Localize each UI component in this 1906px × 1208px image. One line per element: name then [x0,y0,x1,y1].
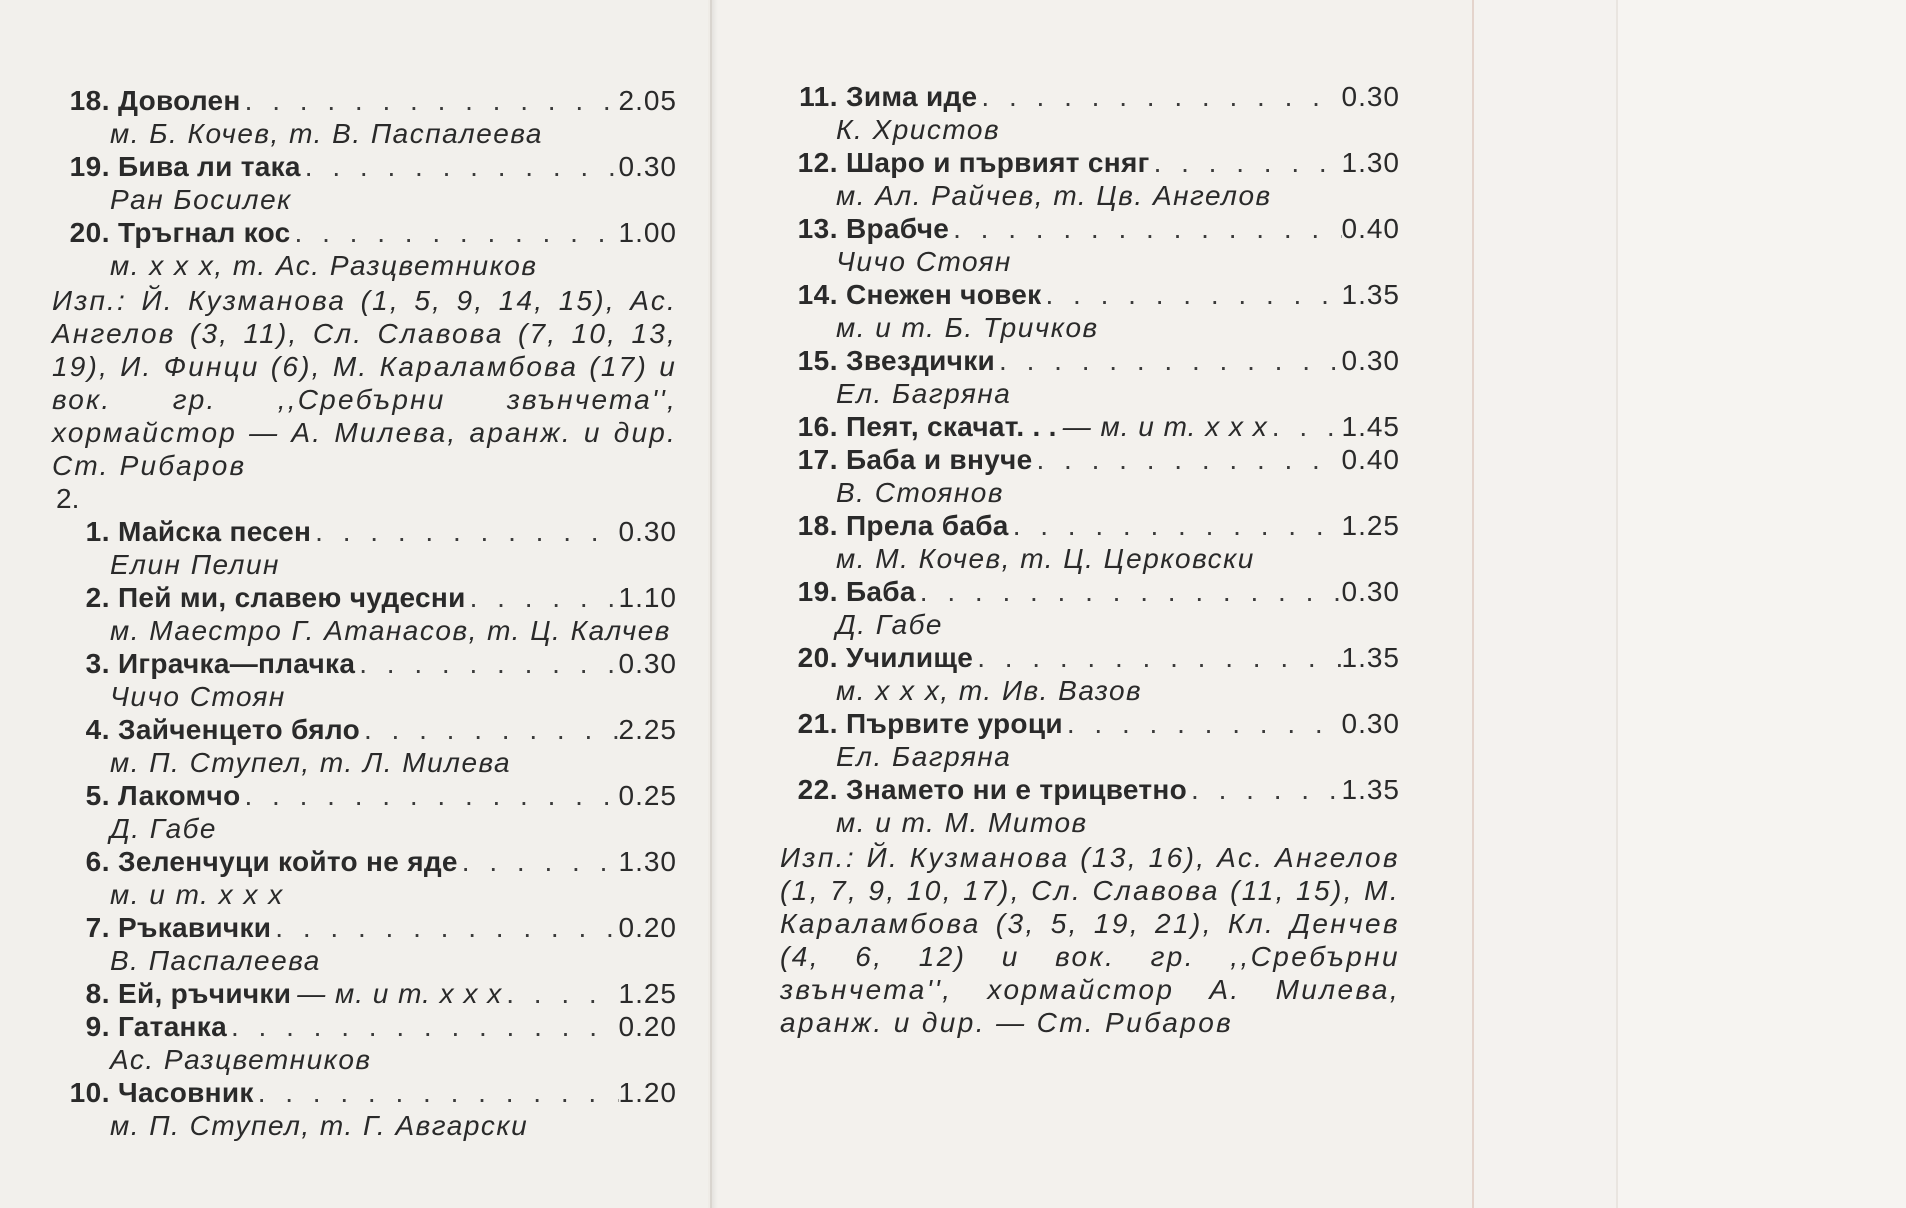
dot-leader [1268,410,1342,443]
track-credit: м. и т. М. Митов [836,807,1088,838]
track-item [52,1010,677,1076]
track-credit: В. Стоянов [836,477,1004,508]
track-number: 19. [69,151,110,182]
track-list-b [52,515,677,1142]
track-item [780,575,1400,641]
track-number: 20. [69,217,110,248]
track-number: 14. [797,279,838,310]
track-duration: 0.30 [1341,576,1400,607]
track-item [52,647,677,713]
track-number: 18. [797,510,838,541]
track-row [52,911,677,944]
dot-leader [360,713,619,746]
track-item [52,713,677,779]
track-duration: 0.30 [618,648,677,679]
track-credit: м. П. Ступел, т. Л. Милева [110,747,512,778]
dot-leader [1032,443,1341,476]
dot-leader [973,641,1341,674]
dot-leader [227,1010,619,1043]
track-row [52,845,677,878]
track-number: 4. [85,714,110,745]
track-number: 20. [797,642,838,673]
track-credit: Чичо Стоян [836,246,1012,277]
track-duration: 1.00 [618,217,677,248]
track-duration: 1.25 [1341,510,1400,541]
track-number: 7. [85,912,110,943]
spine-flap [1472,0,1616,1208]
performers-note-left: Изп.: Й. Кузманова (1, 5, 9, 14, 15), Ас. Ангелов (3, 11), Сл. Славова (7, 10, 13, 19), И. Финци (6), М. Караламбова (17) и вок. гр. ,,Сребърни звънчета'', хормайстор — А. Милева, аранж. и дир. Ст. Рибаров [52,285,677,481]
track-title: Първите уроци [846,708,1063,739]
track-title: Знамето ни е трицветно [846,774,1188,805]
track-credit: Елин Пелин [110,549,280,580]
track-title: Звездички [846,345,996,376]
track-credit: м. и т. Б. Тричков [836,312,1099,343]
middle-panel [710,0,1472,1208]
dot-leader [1041,278,1341,311]
fold-shadow [712,0,718,1208]
track-credit: м. Ал. Райчев, т. Цв. Ангелов [836,180,1272,211]
track-credit: м. х х х, т. Ив. Вазов [836,675,1143,706]
track-item [52,845,677,911]
track-credit: м. Маестро Г. Атанасов, т. Ц. Калчев [110,615,671,646]
track-row [780,707,1400,740]
track-item [52,515,677,581]
track-row [52,779,677,812]
track-item [780,278,1400,344]
track-credit: К. Христов [836,114,1001,145]
track-item [780,509,1400,575]
track-duration: 0.40 [1341,444,1400,475]
track-item [780,80,1400,146]
track-number: 21. [797,708,838,739]
track-item [780,773,1400,839]
track-list-a [52,84,677,282]
track-item [780,212,1400,278]
track-duration: 0.25 [618,780,677,811]
dot-leader [271,911,618,944]
track-row [780,509,1400,542]
track-number: 5. [85,780,110,811]
track-row [780,146,1400,179]
track-list-c [780,80,1400,839]
track-duration: 1.25 [618,978,677,1009]
track-duration: 1.10 [618,582,677,613]
track-duration: 0.40 [1341,213,1400,244]
track-item [780,146,1400,212]
track-title: Ей, ръчички [118,978,292,1009]
track-row [52,84,677,117]
track-duration: 0.20 [618,1011,677,1042]
dot-leader [1150,146,1342,179]
track-item [52,581,677,647]
track-duration: 1.45 [1341,411,1400,442]
track-credit: Ел. Багряна [836,741,1012,772]
track-number: 8. [85,978,110,1009]
track-row [780,344,1400,377]
dot-leader [502,977,618,1010]
track-duration: 1.35 [1341,774,1400,805]
track-title: Баба [846,576,916,607]
track-number: 22. [797,774,838,805]
side-label: 2. [56,483,80,514]
track-number: 15. [797,345,838,376]
track-number: 2. [85,582,110,613]
track-row [780,443,1400,476]
track-row [52,515,677,548]
track-credit: Ас. Разцветников [110,1044,372,1075]
track-title: Училище [846,642,974,673]
track-duration: 0.30 [1341,345,1400,376]
dot-leader [311,515,618,548]
track-row [52,1076,677,1109]
track-credit-inline: — м. и т. х х х [1062,411,1268,442]
track-credit: Д. Габе [110,813,217,844]
dot-leader [977,80,1341,113]
track-item [52,150,677,216]
track-row [52,647,677,680]
track-credit: Ел. Багряна [836,378,1012,409]
track-row [52,581,677,614]
track-title: Доволен [118,85,241,116]
dot-leader [458,845,619,878]
track-number: 11. [799,81,838,112]
track-item [52,779,677,845]
dot-leader [466,581,619,614]
track-duration: 2.05 [618,85,677,116]
track-credit: Д. Габе [836,609,943,640]
track-title: Баба и внуче [846,444,1033,475]
track-credit: м. Б. Кочев, т. В. Паспалеева [110,118,543,149]
track-item [52,84,677,150]
track-item [52,911,677,977]
track-row [780,773,1400,806]
track-duration: 0.20 [618,912,677,943]
track-number: 19. [797,576,838,607]
track-title: Лакомчо [118,780,241,811]
track-title: Тръгнал кос [118,217,291,248]
track-title: Пеят, скачат. . . [846,411,1057,442]
dot-leader [355,647,618,680]
track-title: Гатанка [118,1011,227,1042]
track-credit-inline: — м. и т. х х х [297,978,503,1009]
track-credit: Ран Босилек [110,184,292,215]
track-item [780,707,1400,773]
track-item [52,977,677,1010]
performers-note-mid: Изп.: Й. Кузманова (13, 16), Ас. Ангелов (1, 7, 9, 10, 17), Сл. Славова (11, 15), М. Караламбова (3, 5, 19, 21), Кл. Денчев (4, 6, 12) и вок. гр. ,,Сребърни звънчета'', хормайстор А. Милева, аранж. и дир. — Ст. Рибаров [780,842,1400,1038]
dot-leader [254,1076,619,1109]
track-title: Часовник [118,1077,254,1108]
track-credit: Чичо Стоян [110,681,286,712]
left-column [52,84,677,1142]
track-title: Зима иде [846,81,978,112]
track-item [52,216,677,282]
track-number: 18. [69,85,110,116]
track-row [52,977,677,1010]
track-number: 6. [85,846,110,877]
track-row [780,410,1400,443]
track-item [780,641,1400,707]
dot-leader [916,575,1342,608]
track-row [780,575,1400,608]
track-credit: м. и т. х х х [110,879,284,910]
track-duration: 1.30 [618,846,677,877]
track-duration: 1.35 [1341,279,1400,310]
track-title: Зайченцето бяло [118,714,360,745]
track-duration: 0.30 [1341,708,1400,739]
track-row [52,713,677,746]
track-number: 12. [797,147,838,178]
track-row [52,216,677,249]
track-number: 9. [85,1011,110,1042]
track-number: 13. [797,213,838,244]
track-row [780,278,1400,311]
track-duration: 1.20 [618,1077,677,1108]
track-title: Врабче [846,213,950,244]
track-title: Снежен човек [846,279,1042,310]
track-number: 10. [69,1077,110,1108]
track-row [52,1010,677,1043]
track-title: Бива ли така [118,151,301,182]
track-credit: м. х х х, т. Ас. Разцветников [110,250,538,281]
middle-column [780,80,1400,1039]
track-title: Прела баба [846,510,1009,541]
track-duration: 1.30 [1341,147,1400,178]
track-credit: м. П. Ступел, т. Г. Авгарски [110,1110,529,1141]
track-row [52,150,677,183]
track-item [780,410,1400,443]
track-duration: 0.30 [618,151,677,182]
track-row [780,80,1400,113]
track-duration: 0.30 [618,516,677,547]
dot-leader [1187,773,1341,806]
track-item [780,443,1400,509]
track-credit: В. Паспалеева [110,945,321,976]
track-row [780,641,1400,674]
track-number: 16. [797,411,838,442]
track-item [52,1076,677,1142]
track-number: 3. [85,648,110,679]
track-title: Пей ми, славею чудесни [118,582,466,613]
dot-leader [301,150,619,183]
track-credit: м. М. Кочев, т. Ц. Церковски [836,543,1255,574]
dot-leader [995,344,1341,377]
track-title: Играчка—плачка [118,648,356,679]
dot-leader [240,779,618,812]
track-title: Майска песен [118,516,312,547]
track-title: Ръкавички [118,912,272,943]
dot-leader [291,216,619,249]
track-number: 17. [797,444,838,475]
left-panel [0,0,708,1208]
track-duration: 1.35 [1341,642,1400,673]
dot-leader [949,212,1341,245]
track-item [780,344,1400,410]
track-number: 1. [85,516,110,547]
track-duration: 2.25 [618,714,677,745]
blank-flap [1616,0,1906,1208]
track-title: Зеленчуци който не яде [118,846,458,877]
track-title: Шаро и първият сняг [846,147,1150,178]
dot-leader [241,84,619,117]
track-duration: 0.30 [1341,81,1400,112]
dot-leader [1009,509,1342,542]
track-row [780,212,1400,245]
dot-leader [1063,707,1342,740]
